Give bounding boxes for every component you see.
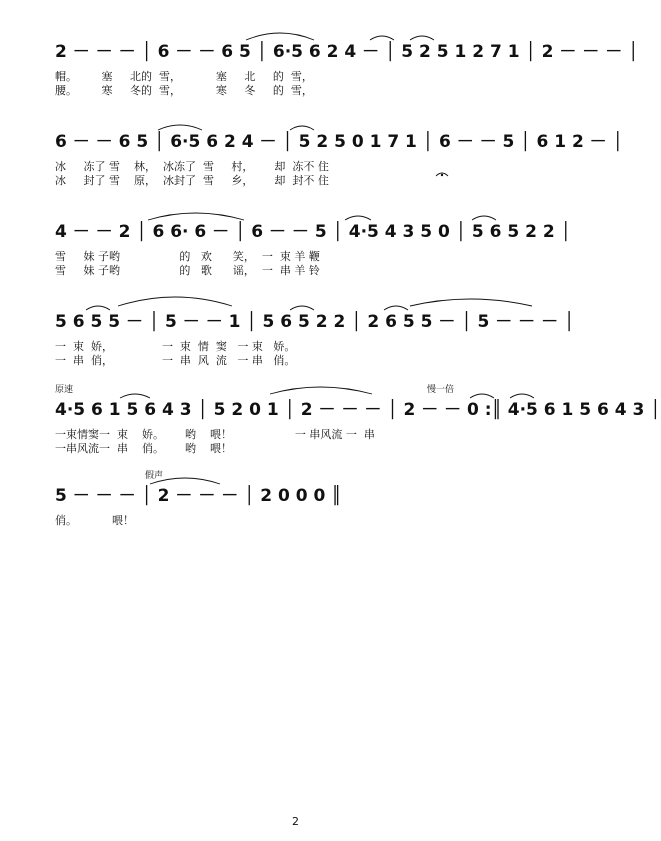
- notes-line: 5 6 5 5 － │ 5 － － 1 │ 5 6 5 2 2 │ 2 6 5 5 － │ 5 － － － │: [55, 312, 575, 332]
- slur-arc: [510, 394, 534, 398]
- lyric-line-1: 雪 妹 子哟 的 欢 笑， 一 束 羊 鞭: [55, 250, 320, 263]
- slur-arc: [290, 306, 314, 310]
- slur-arc: [118, 297, 232, 306]
- tempo-mark-half: 慢一倍: [427, 385, 455, 395]
- notes-line: 4·5 6 1 5 6 4 3 │ 5 2 0 1 │ 2 － － － │ 2 － － 0 :║ 4·5 6 1 5 6 4 3 │: [55, 400, 661, 420]
- lyric-line-1: 帽。 塞 北的 雪， 塞 北 的 雪，: [55, 70, 313, 83]
- slur-arc: [470, 394, 494, 398]
- tempo-mark-original: 原速: [55, 385, 74, 395]
- notes-line: 6 － － 6 5 │ 6·5 6 2 4 － │ 5 2 5 0 1 7 1 │ 6 － － 5 │ 6 1 2 － │: [55, 132, 623, 152]
- lyric-line-2: 雪 妹 子哟 的 歌 谣， 一 串 羊 铃: [55, 264, 320, 277]
- tie-arc: [150, 478, 220, 484]
- slur-arc: [86, 306, 110, 310]
- slur-arc: [384, 306, 408, 310]
- lyric-line-2: 冰 封了 雪 原， 冰封了 雪 乡， 却 封不 住: [55, 174, 329, 187]
- lyric-line-2: 一串风流一 串 俏。 哟 喂！: [55, 442, 232, 455]
- tie-arc: [410, 299, 532, 306]
- tie-arc: [270, 387, 372, 394]
- page-number: 2: [292, 815, 299, 828]
- slur-arc: [410, 36, 434, 40]
- lyric-line-2: 一 串 俏， 一 串 风 流 一 串 俏。: [55, 354, 296, 367]
- fermata-dot: [441, 174, 443, 176]
- slur-arc: [158, 125, 202, 130]
- slur-arc: [472, 216, 496, 220]
- lyric-line-1: 一 束 娇， 一 束 情 窦 一 束 娇。: [55, 340, 296, 353]
- lyric-line-1: 一束情窦一 束 娇。 哟 喂！ 一 串风流 一 串: [55, 428, 375, 441]
- slur-arc: [290, 126, 314, 130]
- slur-arc: [345, 216, 371, 220]
- falsetto-mark: 假声: [145, 471, 164, 481]
- slur-arc: [120, 394, 150, 398]
- tie-arc: [246, 33, 314, 40]
- lyric-line-1: 冰 冻了 雪 林， 冰冻了 雪 村， 却 冻不 住: [55, 160, 329, 173]
- slur-arc: [370, 36, 394, 40]
- notes-line: 2 － － － │ 6 － － 6 5 │ 6·5 6 2 4 － │ 5 2 5 1 2 7 1 │ 2 － － － │: [55, 42, 639, 62]
- notes-line: 5 － － － │ 2 － － － │ 2 0 0 0 ║: [55, 486, 342, 506]
- notes-line: 4 － － 2 │ 6 6· 6 － │ 6 － － 5 │ 4·5 4 3 5 0 │ 5 6 5 2 2 │: [55, 222, 571, 242]
- tie-arc: [148, 213, 244, 220]
- lyric-line-1: 俏。 喂！: [55, 514, 134, 527]
- lyric-line-2: 腰。 寒 冬的 雪， 寒 冬 的 雪，: [55, 84, 313, 97]
